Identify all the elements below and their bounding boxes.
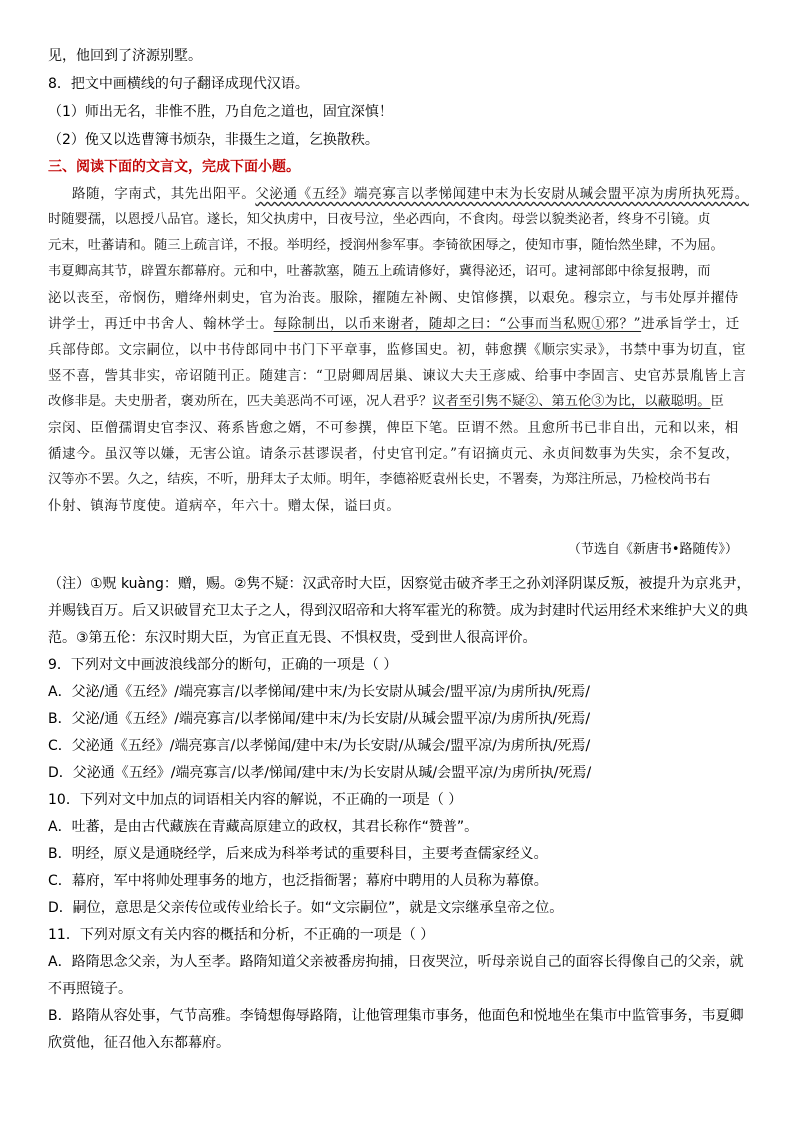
passage-line: 韦夏卿高其节，辟置东都幕府。元和中，吐蕃款塞，随五上疏请修好，冀得泌还，诏可。逮祠部郎中徐复报聘，而 (48, 264, 711, 279)
passage-line: 时随婴孺，以恩授八品官。遂长，知父执虏中，日夜号泣，坐必西向，不食肉。母尝以貌类泌者，终身不引镜。贞 (48, 212, 711, 227)
passage-source: （节选自《新唐书•路随传》） (567, 542, 738, 557)
underlined-sentence: 每除制出，以币来谢者，随却之曰：“公事而当私贶①邪？” (273, 316, 642, 332)
section-heading: 三、阅读下面的文言文，完成下面小题。 (48, 159, 300, 175)
passage-line: 仆射、镇海节度使。道病卒，年六十。赠太保，谥曰贞。 (48, 498, 401, 514)
text-line: 见，他回到了济源别墅。 (48, 48, 202, 64)
question-9-option-d: D．父泌通《五经》/端亮寡言/以孝/悌闻/建中末/为长安尉从瑊/会盟平凉/为虏所执/死焉/ (48, 765, 592, 781)
passage-line (48, 390, 750, 414)
wavy-underline-text: 父泌通《五经》端亮寡言以孝悌闻建中末为长安尉从瑊会盟平凉为虏所执死焉。 (255, 186, 749, 202)
question-9-option-b: B．父泌/通《五经》/端亮寡言/以孝悌闻/建中末/为长安尉/从瑊会盟平凉/为虏所执/死焉/ (48, 711, 591, 727)
question-10-option-b: B．明经，原义是通晓经学，后来成为科举考试的重要科目，主要考查儒家经义。 (48, 846, 548, 862)
question-9-option-a: A．父泌/通《五经》/端亮寡言/以孝悌闻/建中末/为长安尉从瑊会/盟平凉/为虏所执/死焉/ (48, 684, 591, 700)
passage-text: 路随，字南式，其先出阳平。 (72, 186, 256, 202)
note-line: 并赐钱百万。后又识破冒充卫太子之人，得到汉昭帝和大将军霍光的称赞。成为封建时代运用经术来维护大义的典 (48, 603, 748, 619)
question-9-stem: 9．下列对文中画波浪线部分的断句，正确的一项是（ ） (48, 657, 398, 673)
passage-line: 兵部侍郎。文宗嗣位，以中书侍郎同中书门下平章事，监修国史。初，韩愈撰《顺宗实录》，书禁中事为切直，宦 (48, 342, 747, 358)
passage-line: 竖不喜，訾其非实，帝诏随刊正。随建言：“卫尉卿周居巢、谏议大夫王彦威、给事中李固言、史官苏景胤皆上言 (48, 368, 747, 384)
question-11-option-a: A．路隋思念父亲，为人至孝。路隋知道父亲被番房拘捕，日夜哭泣，听母亲说自己的面容长得像自己的父亲，就 (48, 954, 744, 970)
note-line: （注）①贶 kuàng：赠，赐。②隽不疑：汉武帝时大臣，因察觉击破齐孝王之孙刘泽阴谋反叛，被提升为京兆尹， (48, 576, 751, 592)
question-11-option-a-cont: 不再照镜子。 (48, 981, 132, 997)
passage-line: 宗闵、臣僧孺谓史官李汉、蒋系皆愈之婿，不可参撰，俾臣下笔。臣谓不然。且愈所书已非自出，元和以来，相 (48, 420, 739, 436)
question-10-option-a: A．吐蕃，是由古代藏族在青藏高原建立的政权，其君长称作“赞普”。 (48, 819, 479, 835)
question-10-stem: 10．下列对文中加点的词语相关内容的解说，不正确的一项是（ ） (48, 792, 463, 808)
passage-line: 泌以丧至，帝悯伤，赠绛州刺史，官为治丧。服除，擢随左补阙、史馆修撰，以艰免。穆宗立，与韦处厚并擢侍 (48, 290, 739, 306)
passage-line (72, 182, 750, 206)
question-11-option-b-cont: 欣赏他，征召他入东都幕府。 (48, 1035, 230, 1051)
passage-text: 改修非是。夫史册者，褒劝所在，匹夫美恶尚不可诬，况人君乎？ (48, 394, 433, 409)
passage-line: 汉等亦不罢。久之，结疾，不听，册拜太子太师。明年，李德裕贬袁州长史，不署奏，为郑注所忌，乃检校尚书右 (48, 472, 711, 487)
question-10-option-c: C．幕府，军中将帅处理事务的地方，也泛指衙署；幕府中聘用的人员称为幕僚。 (48, 873, 548, 889)
passage-text: 进承旨学士，迁 (641, 316, 740, 332)
underlined-sentence: 议者至引隽不疑②、第五伦③为比，以蔽聪明。 (432, 394, 711, 409)
question-8-stem: 8．把文中画横线的句子翻译成现代汉语。 (48, 76, 309, 92)
passage-text: 讲学士，再迁中书舍人、翰林学士。 (48, 316, 274, 332)
passage-line (48, 312, 750, 336)
question-11-stem: 11．下列对原文有关内容的概括和分析，不正确的一项是（ ） (48, 927, 435, 943)
question-11-option-b: B．路隋从容处事，气节高雅。李锜想侮辱路隋，让他管理集市事务，他面色和悦地坐在集市中监管事务，韦夏卿 (48, 1008, 744, 1024)
passage-line: 循逮今。虽汉等以嫌，无害公谊。请条示甚谬误者，付史官刊定。”有诏摘贞元、永贞间数事为失实，余不复改， (48, 446, 740, 462)
passage-line: 元末，吐蕃请和。随三上疏言详，不报。举明经，授润州参军事。李锜欲困辱之，使知市事，随怡然坐肆，不为屈。 (48, 238, 724, 253)
question-8-item-2: （2）俛又以选曹簿书烦杂，非摄生之道，乞换散秩。 (48, 132, 379, 148)
question-10-option-d: D．嗣位，意思是父亲传位或传业给长子。如“文宗嗣位”，就是文宗继承皇帝之位。 (48, 900, 564, 916)
note-line: 范。③第五伦：东汉时期大臣，为官正直无畏、不惧权贵，受到世人很高评价。 (48, 630, 537, 646)
question-9-option-c: C．父泌通《五经》/端亮寡言/以孝悌闻/建中末/为长安尉/从瑊会/盟平凉/为虏所执/死焉/ (48, 738, 591, 754)
question-8-item-1: （1）师出无名，非惟不胜，乃自危之道也，固宜深慎！ (48, 104, 393, 120)
passage-text: 臣 (710, 394, 724, 409)
